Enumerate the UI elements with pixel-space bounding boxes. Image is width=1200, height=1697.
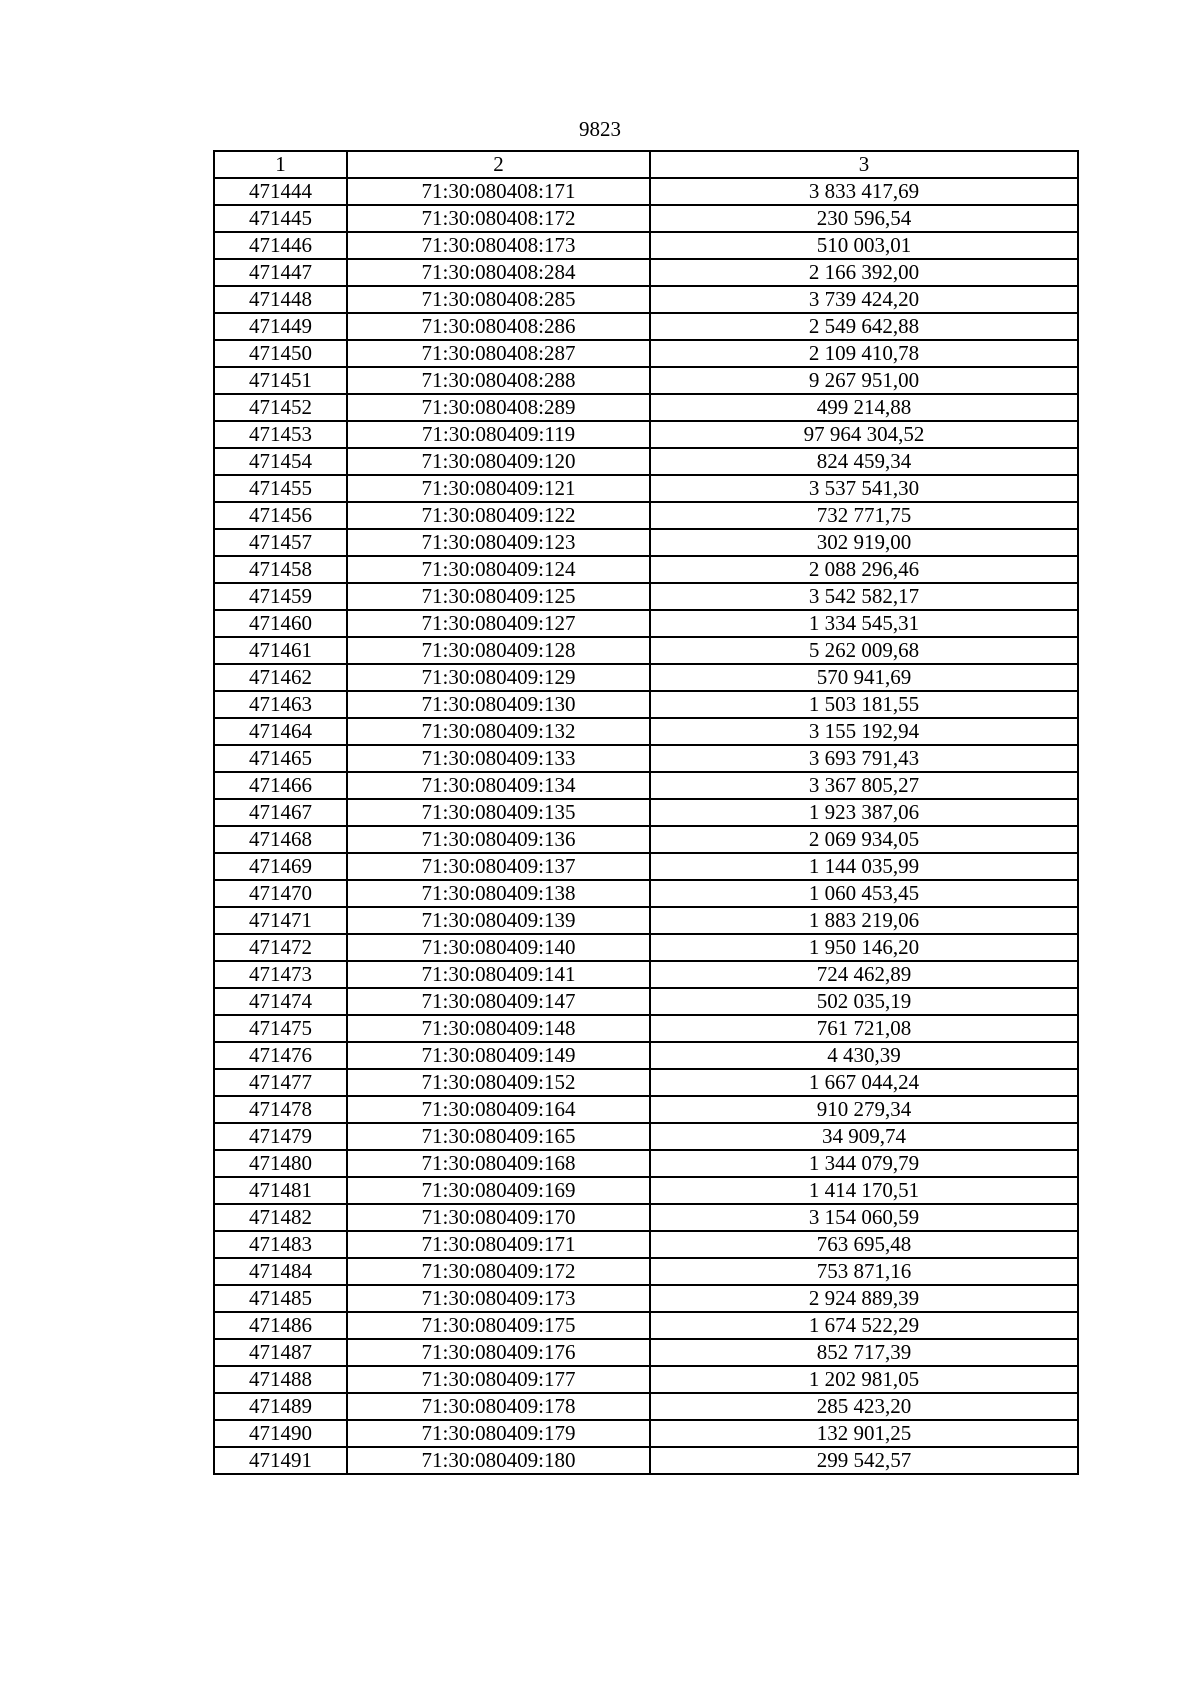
table-row <box>214 340 1078 367</box>
cadastral-number-cell: 71:30:080408:173 <box>347 232 650 259</box>
row-number-cell: 471461 <box>214 637 347 664</box>
value-cell: 3 542 582,17 <box>650 583 1078 610</box>
cadastral-number-cell: 71:30:080409:132 <box>347 718 650 745</box>
row-number-cell: 471471 <box>214 907 347 934</box>
table-row <box>214 1177 1078 1204</box>
table-row <box>214 1096 1078 1123</box>
table-row <box>214 1150 1078 1177</box>
value-cell: 1 923 387,06 <box>650 799 1078 826</box>
cadastral-number-cell: 71:30:080408:288 <box>347 367 650 394</box>
row-number-cell: 471447 <box>214 259 347 286</box>
table-row <box>214 718 1078 745</box>
row-number-cell: 471465 <box>214 745 347 772</box>
value-cell: 2 549 642,88 <box>650 313 1078 340</box>
cadastral-number-cell: 71:30:080409:172 <box>347 1258 650 1285</box>
cadastral-number-cell: 71:30:080408:286 <box>347 313 650 340</box>
value-cell: 299 542,57 <box>650 1447 1078 1474</box>
value-cell: 510 003,01 <box>650 232 1078 259</box>
value-cell: 1 950 146,20 <box>650 934 1078 961</box>
value-cell: 4 430,39 <box>650 1042 1078 1069</box>
row-number-cell: 471449 <box>214 313 347 340</box>
value-cell: 910 279,34 <box>650 1096 1078 1123</box>
table-body <box>214 178 1078 1474</box>
value-cell: 2 088 296,46 <box>650 556 1078 583</box>
value-cell: 724 462,89 <box>650 961 1078 988</box>
table-row <box>214 880 1078 907</box>
cadastral-number-cell: 71:30:080409:176 <box>347 1339 650 1366</box>
value-cell: 753 871,16 <box>650 1258 1078 1285</box>
value-cell: 3 739 424,20 <box>650 286 1078 313</box>
table-header <box>214 151 1078 178</box>
row-number-cell: 471485 <box>214 1285 347 1312</box>
value-cell: 1 667 044,24 <box>650 1069 1078 1096</box>
value-cell: 1 414 170,51 <box>650 1177 1078 1204</box>
table-row <box>214 502 1078 529</box>
cadastral-number-cell: 71:30:080409:171 <box>347 1231 650 1258</box>
row-number-cell: 471451 <box>214 367 347 394</box>
table-row <box>214 853 1078 880</box>
table-row <box>214 475 1078 502</box>
row-number-cell: 471477 <box>214 1069 347 1096</box>
value-cell: 761 721,08 <box>650 1015 1078 1042</box>
row-number-cell: 471459 <box>214 583 347 610</box>
row-number-cell: 471472 <box>214 934 347 961</box>
row-number-cell: 471456 <box>214 502 347 529</box>
table-row <box>214 1447 1078 1474</box>
value-cell: 732 771,75 <box>650 502 1078 529</box>
value-cell: 9 267 951,00 <box>650 367 1078 394</box>
row-number-cell: 471457 <box>214 529 347 556</box>
row-number-cell: 471455 <box>214 475 347 502</box>
row-number-cell: 471474 <box>214 988 347 1015</box>
row-number-cell: 471463 <box>214 691 347 718</box>
cadastral-number-cell: 71:30:080409:139 <box>347 907 650 934</box>
value-cell: 852 717,39 <box>650 1339 1078 1366</box>
value-cell: 1 674 522,29 <box>650 1312 1078 1339</box>
cadastral-number-cell: 71:30:080409:149 <box>347 1042 650 1069</box>
page-number: 9823 <box>579 117 621 141</box>
row-number-cell: 471453 <box>214 421 347 448</box>
cadastral-number-cell: 71:30:080408:171 <box>347 178 650 205</box>
table-row <box>214 1069 1078 1096</box>
table-row <box>214 1015 1078 1042</box>
table-row <box>214 259 1078 286</box>
table-row <box>214 826 1078 853</box>
table-row <box>214 1312 1078 1339</box>
value-cell: 97 964 304,52 <box>650 421 1078 448</box>
table-row <box>214 988 1078 1015</box>
cadastral-number-cell: 71:30:080409:119 <box>347 421 650 448</box>
cadastral-number-cell: 71:30:080409:121 <box>347 475 650 502</box>
cadastral-number-cell: 71:30:080409:140 <box>347 934 650 961</box>
row-number-cell: 471489 <box>214 1393 347 1420</box>
table-row <box>214 367 1078 394</box>
header-col-1: 1 <box>214 151 347 178</box>
table-row <box>214 448 1078 475</box>
table-row <box>214 556 1078 583</box>
table-row <box>214 286 1078 313</box>
row-number-cell: 471480 <box>214 1150 347 1177</box>
cadastral-number-cell: 71:30:080409:164 <box>347 1096 650 1123</box>
value-cell: 1 503 181,55 <box>650 691 1078 718</box>
value-cell: 499 214,88 <box>650 394 1078 421</box>
row-number-cell: 471464 <box>214 718 347 745</box>
value-cell: 2 924 889,39 <box>650 1285 1078 1312</box>
cadastral-number-cell: 71:30:080409:178 <box>347 1393 650 1420</box>
row-number-cell: 471473 <box>214 961 347 988</box>
cadastral-number-cell: 71:30:080409:165 <box>347 1123 650 1150</box>
value-cell: 1 144 035,99 <box>650 853 1078 880</box>
row-number-cell: 471483 <box>214 1231 347 1258</box>
cadastral-number-cell: 71:30:080409:175 <box>347 1312 650 1339</box>
row-number-cell: 471488 <box>214 1366 347 1393</box>
value-cell: 1 202 981,05 <box>650 1366 1078 1393</box>
value-cell: 1 344 079,79 <box>650 1150 1078 1177</box>
cadastral-number-cell: 71:30:080409:122 <box>347 502 650 529</box>
cadastral-number-cell: 71:30:080409:137 <box>347 853 650 880</box>
cadastral-number-cell: 71:30:080409:170 <box>347 1204 650 1231</box>
row-number-cell: 471466 <box>214 772 347 799</box>
table-row <box>214 421 1078 448</box>
cadastral-number-cell: 71:30:080408:284 <box>347 259 650 286</box>
table-row <box>214 394 1078 421</box>
value-cell: 3 155 192,94 <box>650 718 1078 745</box>
row-number-cell: 471445 <box>214 205 347 232</box>
row-number-cell: 471484 <box>214 1258 347 1285</box>
cadastral-number-cell: 71:30:080409:180 <box>347 1447 650 1474</box>
value-cell: 230 596,54 <box>650 205 1078 232</box>
table-row <box>214 529 1078 556</box>
value-cell: 2 166 392,00 <box>650 259 1078 286</box>
cadastral-number-cell: 71:30:080409:168 <box>347 1150 650 1177</box>
table-row <box>214 610 1078 637</box>
cadastral-number-cell: 71:30:080409:173 <box>347 1285 650 1312</box>
cadastral-number-cell: 71:30:080409:147 <box>347 988 650 1015</box>
table-row <box>214 772 1078 799</box>
row-number-cell: 471467 <box>214 799 347 826</box>
cadastral-number-cell: 71:30:080409:148 <box>347 1015 650 1042</box>
cadastral-number-cell: 71:30:080409:125 <box>347 583 650 610</box>
row-number-cell: 471450 <box>214 340 347 367</box>
table-row <box>214 313 1078 340</box>
row-number-cell: 471468 <box>214 826 347 853</box>
value-cell: 302 919,00 <box>650 529 1078 556</box>
cadastral-number-cell: 71:30:080408:289 <box>347 394 650 421</box>
cadastral-number-cell: 71:30:080409:133 <box>347 745 650 772</box>
cadastral-number-cell: 71:30:080409:123 <box>347 529 650 556</box>
row-number-cell: 471452 <box>214 394 347 421</box>
cadastral-number-cell: 71:30:080409:124 <box>347 556 650 583</box>
table-row <box>214 664 1078 691</box>
value-cell: 570 941,69 <box>650 664 1078 691</box>
table-row <box>214 907 1078 934</box>
cadastral-number-cell: 71:30:080409:138 <box>347 880 650 907</box>
cadastral-number-cell: 71:30:080409:169 <box>347 1177 650 1204</box>
table-row <box>214 1204 1078 1231</box>
row-number-cell: 471470 <box>214 880 347 907</box>
table-row <box>214 583 1078 610</box>
table-row <box>214 637 1078 664</box>
row-number-cell: 471487 <box>214 1339 347 1366</box>
table-row <box>214 961 1078 988</box>
cadastral-number-cell: 71:30:080409:129 <box>347 664 650 691</box>
row-number-cell: 471486 <box>214 1312 347 1339</box>
table-row <box>214 745 1078 772</box>
table-row <box>214 205 1078 232</box>
value-cell: 34 909,74 <box>650 1123 1078 1150</box>
cadastral-number-cell: 71:30:080409:141 <box>347 961 650 988</box>
row-number-cell: 471476 <box>214 1042 347 1069</box>
row-number-cell: 471481 <box>214 1177 347 1204</box>
row-number-cell: 471469 <box>214 853 347 880</box>
table-row <box>214 232 1078 259</box>
cadastral-number-cell: 71:30:080409:128 <box>347 637 650 664</box>
value-cell: 132 901,25 <box>650 1420 1078 1447</box>
row-number-cell: 471478 <box>214 1096 347 1123</box>
table-row <box>214 1339 1078 1366</box>
row-number-cell: 471482 <box>214 1204 347 1231</box>
value-cell: 763 695,48 <box>650 1231 1078 1258</box>
cadastral-number-cell: 71:30:080409:130 <box>347 691 650 718</box>
table-row <box>214 1420 1078 1447</box>
table-row <box>214 1393 1078 1420</box>
row-number-cell: 471458 <box>214 556 347 583</box>
table-row <box>214 1123 1078 1150</box>
table-row <box>214 1258 1078 1285</box>
value-cell: 502 035,19 <box>650 988 1078 1015</box>
header-col-3: 3 <box>650 151 1078 178</box>
registry-table <box>213 150 1079 1475</box>
cadastral-number-cell: 71:30:080408:172 <box>347 205 650 232</box>
row-number-cell: 471479 <box>214 1123 347 1150</box>
value-cell: 1 883 219,06 <box>650 907 1078 934</box>
value-cell: 3 154 060,59 <box>650 1204 1078 1231</box>
value-cell: 824 459,34 <box>650 448 1078 475</box>
value-cell: 2 069 934,05 <box>650 826 1078 853</box>
table-row <box>214 934 1078 961</box>
cadastral-number-cell: 71:30:080409:120 <box>347 448 650 475</box>
header-col-2: 2 <box>347 151 650 178</box>
row-number-cell: 471491 <box>214 1447 347 1474</box>
cadastral-number-cell: 71:30:080409:152 <box>347 1069 650 1096</box>
row-number-cell: 471454 <box>214 448 347 475</box>
cadastral-number-cell: 71:30:080409:134 <box>347 772 650 799</box>
value-cell: 2 109 410,78 <box>650 340 1078 367</box>
table-row <box>214 1285 1078 1312</box>
value-cell: 3 693 791,43 <box>650 745 1078 772</box>
cadastral-number-cell: 71:30:080409:177 <box>347 1366 650 1393</box>
cadastral-number-cell: 71:30:080408:287 <box>347 340 650 367</box>
row-number-cell: 471444 <box>214 178 347 205</box>
table-row <box>214 1366 1078 1393</box>
cadastral-number-cell: 71:30:080409:127 <box>347 610 650 637</box>
table-row <box>214 1231 1078 1258</box>
row-number-cell: 471475 <box>214 1015 347 1042</box>
value-cell: 3 833 417,69 <box>650 178 1078 205</box>
value-cell: 3 537 541,30 <box>650 475 1078 502</box>
table-row <box>214 178 1078 205</box>
row-number-cell: 471460 <box>214 610 347 637</box>
table-row <box>214 799 1078 826</box>
row-number-cell: 471462 <box>214 664 347 691</box>
table-row <box>214 691 1078 718</box>
row-number-cell: 471446 <box>214 232 347 259</box>
cadastral-number-cell: 71:30:080408:285 <box>347 286 650 313</box>
value-cell: 1 060 453,45 <box>650 880 1078 907</box>
header-row <box>214 151 1078 178</box>
value-cell: 1 334 545,31 <box>650 610 1078 637</box>
cadastral-number-cell: 71:30:080409:135 <box>347 799 650 826</box>
cadastral-number-cell: 71:30:080409:179 <box>347 1420 650 1447</box>
value-cell: 285 423,20 <box>650 1393 1078 1420</box>
cadastral-number-cell: 71:30:080409:136 <box>347 826 650 853</box>
value-cell: 3 367 805,27 <box>650 772 1078 799</box>
row-number-cell: 471448 <box>214 286 347 313</box>
value-cell: 5 262 009,68 <box>650 637 1078 664</box>
table-row <box>214 1042 1078 1069</box>
row-number-cell: 471490 <box>214 1420 347 1447</box>
